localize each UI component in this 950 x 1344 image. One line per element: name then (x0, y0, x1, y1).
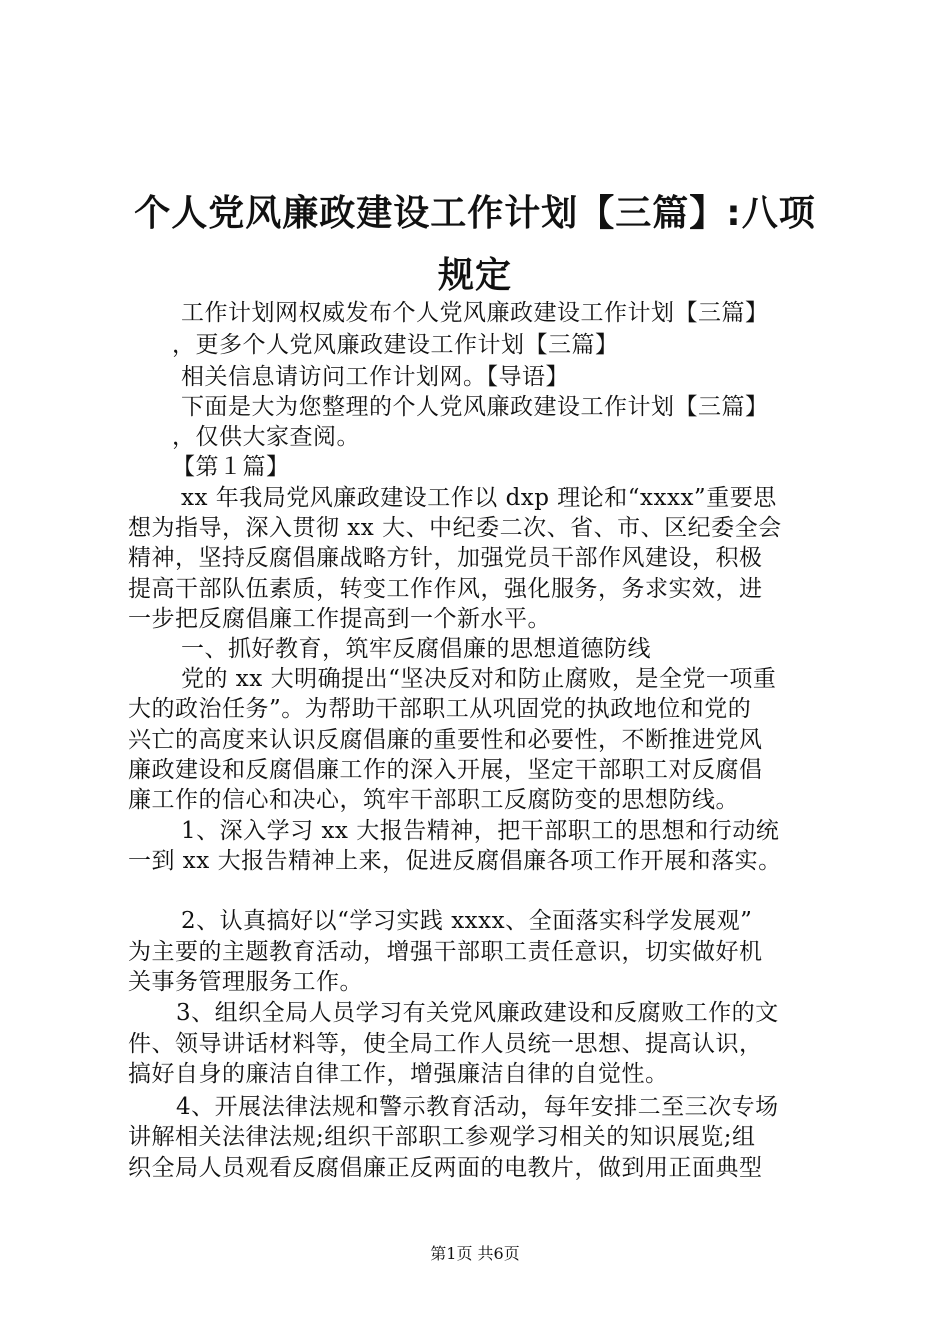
intro-line-2: ，更多个人党风廉政建设工作计划【三篇】 (172, 332, 619, 358)
body-line: 织全局人员观看反腐倡廉正反两面的电教片，做到用正面典型 (128, 1155, 763, 1181)
body-line: 提高干部队伍素质，转变工作作风，强化服务，务求实效，进 (128, 576, 763, 602)
body-line: 党的 xx 大明确提出“坚决反对和防止腐败，是全党一项重 (181, 666, 777, 692)
body-line: 1、深入学习 xx 大报告精神，把干部职工的思想和行动统 (181, 818, 780, 844)
body-line: 想为指导，深入贯彻 xx 大、中纪委二次、省、市、区纪委全会 (128, 515, 782, 541)
body-line: 关事务管理服务工作。 (128, 969, 363, 995)
subheading-1: 一、抓好教育，筑牢反腐倡廉的思想道德防线 (181, 636, 651, 662)
page-number: 第1页 共6页 (430, 1244, 520, 1263)
body-line: 3、组织全局人员学习有关党风廉政建设和反腐败工作的文 (176, 1000, 779, 1026)
section-heading-1: 【第１篇】 (172, 454, 290, 480)
body-line: 2、认真搞好以“学习实践 xxxx、全面落实科学发展观” (181, 908, 753, 934)
document-title: 个人党风廉政建设工作计划【三篇】:八项规定 (134, 193, 816, 296)
body-line: 4、开展法律法规和警示教育活动，每年安排二至三次专场 (176, 1094, 779, 1120)
body-line: 一步把反腐倡廉工作提高到一个新水平。 (128, 606, 551, 632)
body-line: 廉政建设和反腐倡廉工作的深入开展，坚定干部职工对反腐倡 (128, 757, 763, 783)
body-line: 为主要的主题教育活动，增强干部职工责任意识，切实做好机 (128, 939, 763, 965)
intro-line-4: 下面是大为您整理的个人党风廉政建设工作计划【三篇】 (181, 394, 769, 420)
body-line: 廉工作的信心和决心，筑牢干部职工反腐防变的思想防线。 (128, 787, 739, 813)
body-line: 搞好自身的廉洁自律工作，增强廉洁自律的自觉性。 (128, 1061, 669, 1087)
intro-line-5: ，仅供大家查阅。 (172, 424, 360, 450)
intro-line-3: 相关信息请访问工作计划网。【导语】 (181, 364, 569, 390)
body-line: 精神，坚持反腐倡廉战略方针，加强党员干部作风建设，积极 (128, 545, 763, 571)
body-line: 大的政治任务”。为帮助干部职工从巩固党的执政地位和党的 (128, 696, 752, 722)
body-line: 兴亡的高度来认识反腐倡廉的重要性和必要性，不断推进党风 (128, 727, 763, 753)
body-line: 讲解相关法律法规;组织干部职工参观学习相关的知识展览;组 (128, 1124, 756, 1150)
body-line: 件、领导讲话材料等，使全局工作人员统一思想、提高认识， (128, 1031, 763, 1057)
body-line: xx 年我局党风廉政建设工作以 dxp 理论和“xxxx”重要思 (181, 485, 777, 511)
intro-line-1: 工作计划网权威发布个人党风廉政建设工作计划【三篇】 (181, 300, 769, 326)
body-line: 一到 xx 大报告精神上来，促进反腐倡廉各项工作开展和落实。 (128, 848, 782, 874)
